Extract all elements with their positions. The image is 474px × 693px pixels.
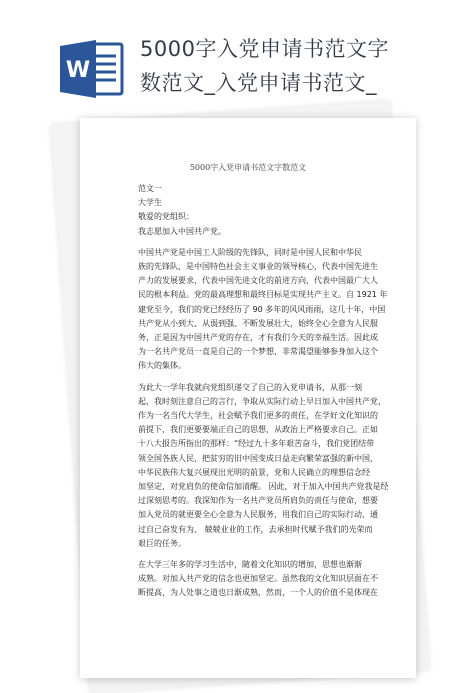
title-line-2: 数范文_入党申请书范文_ (140, 71, 377, 95)
body-line: 过自己奋发有为、 兢兢业业的工作，去承担时代赋予我们的光荣而 (138, 524, 373, 534)
body-line: 领全国各族人民，把贫穷的旧中国变成日益走向繁荣富强的新中国， (138, 453, 378, 463)
body-line: 成熟。对加入共产党的信念也更加坚定。虽然我的文化知识层面在不 (138, 574, 378, 584)
body-line: 共产党从小到大、从弱到强、不断发展壮大，始终全心全意为人民服 (138, 318, 378, 328)
body-line: 为一名共产党员一直是自己的一个梦想，非常渴望能够参身加入这个 (138, 347, 378, 357)
title-line-1: 5000字入党申请书范文字 (140, 37, 389, 61)
document-page (80, 118, 416, 678)
body-line: 十八大报告所指出的那样：“经过九十多年艰苦奋斗，我们党团结带 (138, 439, 375, 449)
body-line: 敬爱的党组织： (138, 212, 194, 222)
body-line: 产力的发展要求，代表中国先进文化的前进方向，代表中国最广大人 (138, 276, 378, 286)
body-line: 加入党员的就更要全心全意为人民服务，用我们自己的实际行动，通 (138, 510, 378, 520)
body-line: 中华民族伟大复兴展现出光明的前景，党和人民确立的理想信念经 (138, 467, 370, 477)
body-line: 断提高，为人处事之道也日渐成熟，然而，一个人的价值不是体现在 (138, 588, 378, 598)
body-line: 大学生 (138, 198, 162, 208)
body-line: 范文一 (138, 184, 162, 193)
body-line: 伟大的集体。 (138, 361, 186, 371)
body-line: 加坚定，对党肩负的使命信加清醒。 因此，对于加入中国共产党我是经 (138, 482, 389, 492)
paragraph-gap (138, 551, 392, 558)
paragraph-gap (138, 374, 392, 381)
body-line: 在大学三年多的学习生活中，随着文化知识的增加，思想也渐渐 (138, 560, 362, 570)
body-line: 起，我时刻注意自己的言行，争取从实际行动上早日加入中国共产党， (138, 396, 386, 406)
body-line: 民的根本利益。党的最高理想和最终目标是实现共产主义。自 1921 年 (138, 290, 388, 300)
svg-text:W: W (65, 58, 91, 83)
body-line: 为此大一学年我就向党组织递交了自己的入党申请书，从那一刻 (138, 382, 362, 392)
body-line: 务，正是因为中国共产党的存在，才有我们今天的幸福生活。因此成 (138, 333, 378, 343)
document-header: 5000字入党申请书范文字数范文 (189, 163, 307, 172)
body-line: 中国共产党是中国工人阶级的先锋队，同时是中国人民和中华民 (138, 247, 362, 257)
body-line: 我志愿加入中国共产党。 (138, 226, 226, 236)
document-body (138, 182, 392, 601)
body-line: 艰巨的任务。 (138, 538, 186, 548)
word-document-icon (58, 38, 126, 100)
body-line: 作为一名当代大学生，社会赋予我们更多的责任，在学好文化知识的 (138, 411, 378, 421)
body-line: 族的先锋队，是中国特色社会主义事业的领导核心，代表中国先进生 (138, 262, 378, 272)
body-line: 过深刻思考的。我深知作为一名共产党员所肩负的责任与使命，想要 (138, 496, 378, 506)
body-line: 建党至今，我们的党已经经历了 90 多年的风风雨雨，这几十年，中国 (138, 304, 386, 314)
body-line: 前提下，我们更要要端正自己的思想，从政治上严格要求自己。正如 (138, 425, 378, 435)
paragraph-gap (138, 239, 392, 246)
document-title (140, 32, 470, 100)
